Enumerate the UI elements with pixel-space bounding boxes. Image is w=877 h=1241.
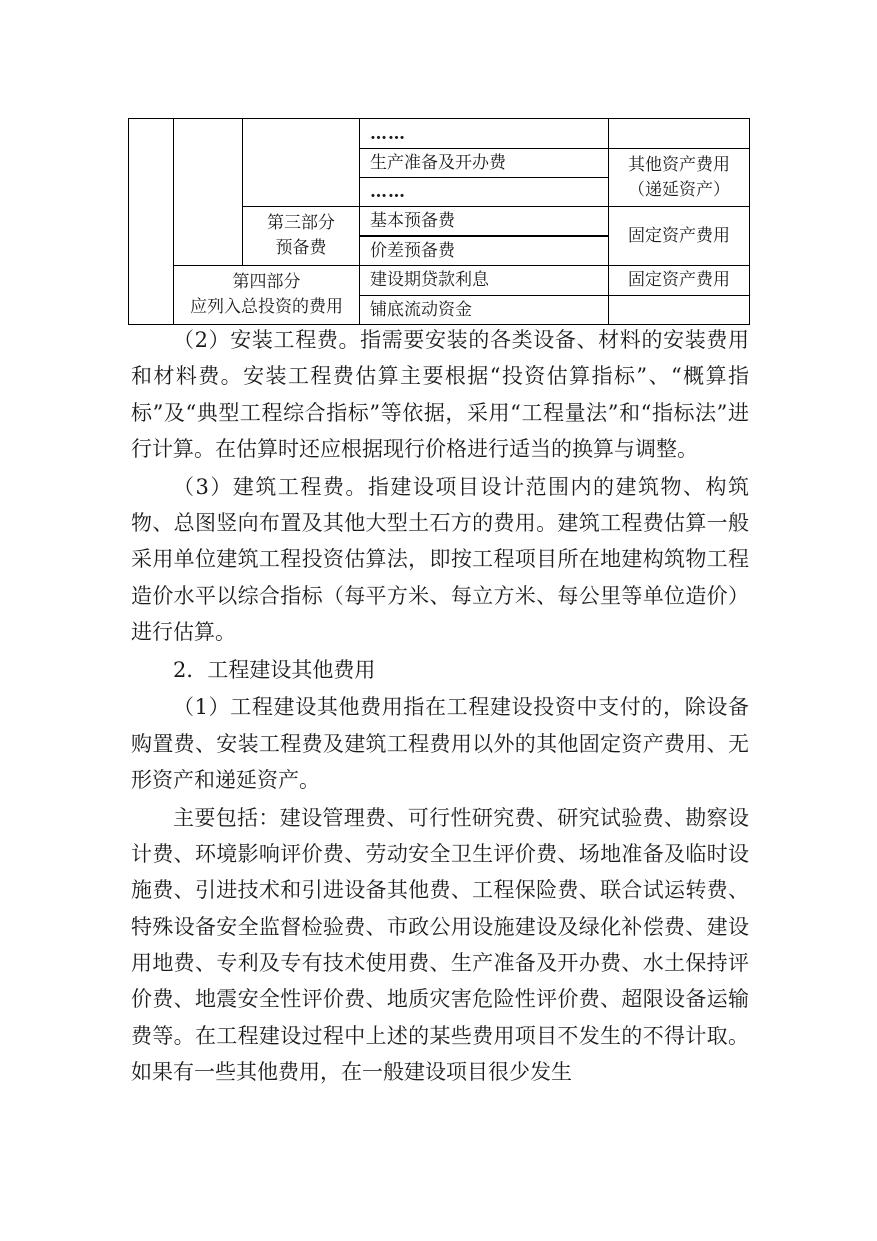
paragraph-main-items: 主要包括：建设管理费、可行性研究费、研究试验费、勘察设计费、环境影响评价费、劳动安全卫生评价费、场地准备及临时设施费、引进技术和引进设备其他费、工程保险费、联合试运转费、特殊设备安全监督检验费、市政公用设施建设及绿化补偿费、建设用地费、专利及专有技术使用费、生产准备及开办费、水土保持评价费、地震安全性评价费、地质灾害危险性评价费、超限设备运输费等。在工程建设过程中上述的某些费用项目不发生的不得计取。如果有一些其他费用，在一般建设项目很少发生 bbox=[131, 805, 749, 1084]
table-cell-type bbox=[609, 149, 750, 207]
table-cell-empty bbox=[129, 119, 174, 325]
body-text bbox=[131, 322, 749, 1090]
type-line: （递延资产） bbox=[628, 179, 730, 200]
table-cell-item: 生产准备及开办费 bbox=[360, 149, 609, 178]
table-cell-part bbox=[174, 265, 360, 324]
paragraph-installation-cost: （2）安装工程费。指需要安装的各类设备、材料的安装费用和材料费。安装工程费估算主要根据“投资估算指标”、“概算指标”及“典型工程综合指标”等依据，采用“工程量法”和“指标法”进行计算。在估算时还应根据现行价格进行适当的换算与调整。 bbox=[131, 328, 749, 461]
table-cell-type bbox=[609, 295, 750, 324]
section-heading: 2．工程建设其他费用 bbox=[173, 657, 376, 682]
table-cell-part bbox=[243, 207, 360, 265]
part-number: 第三部分 bbox=[267, 213, 335, 234]
cost-classification-table bbox=[128, 118, 750, 325]
table-cell-type: 固定资产费用 bbox=[609, 265, 750, 295]
table-row bbox=[129, 119, 750, 149]
paragraph-construction-cost: （3）建筑工程费。指建设项目设计范围内的建筑物、构筑物、总图竖向布置及其他大型土石方的费用。建筑工程费估算一般采用单位建筑工程投资估算法，即按工程项目所在地建构筑物工程造价水平以综合指标（每平方米、每立方米、每公里等单位造价）进行估算。 bbox=[131, 474, 749, 644]
table-cell-item: …… bbox=[360, 178, 609, 207]
table-row bbox=[129, 265, 750, 295]
table-cell-item: …… bbox=[360, 119, 609, 149]
paragraph-other-costs: （1）工程建设其他费用指在工程建设投资中支付的，除设备购置费、安装工程费及建筑工程费用以外的其他固定资产费用、无形资产和递延资产。 bbox=[131, 695, 749, 793]
type-line: 其他资产费用 bbox=[628, 154, 730, 175]
table-cell-type: 固定资产费用 bbox=[609, 207, 750, 265]
part-number: 第四部分 bbox=[232, 271, 301, 292]
table-cell-empty bbox=[243, 119, 360, 207]
part-name: 预备费 bbox=[275, 238, 327, 259]
table-cell-empty bbox=[174, 119, 243, 266]
part-name: 应列入总投资的费用 bbox=[190, 296, 343, 317]
table-cell-item: 建设期贷款利息 bbox=[360, 265, 609, 295]
table-cell-item: 基本预备费 bbox=[360, 207, 609, 236]
table-cell-item: 价差预备费 bbox=[360, 236, 609, 265]
table-cell-type bbox=[609, 119, 750, 149]
table-cell-item: 铺底流动资金 bbox=[360, 295, 609, 324]
